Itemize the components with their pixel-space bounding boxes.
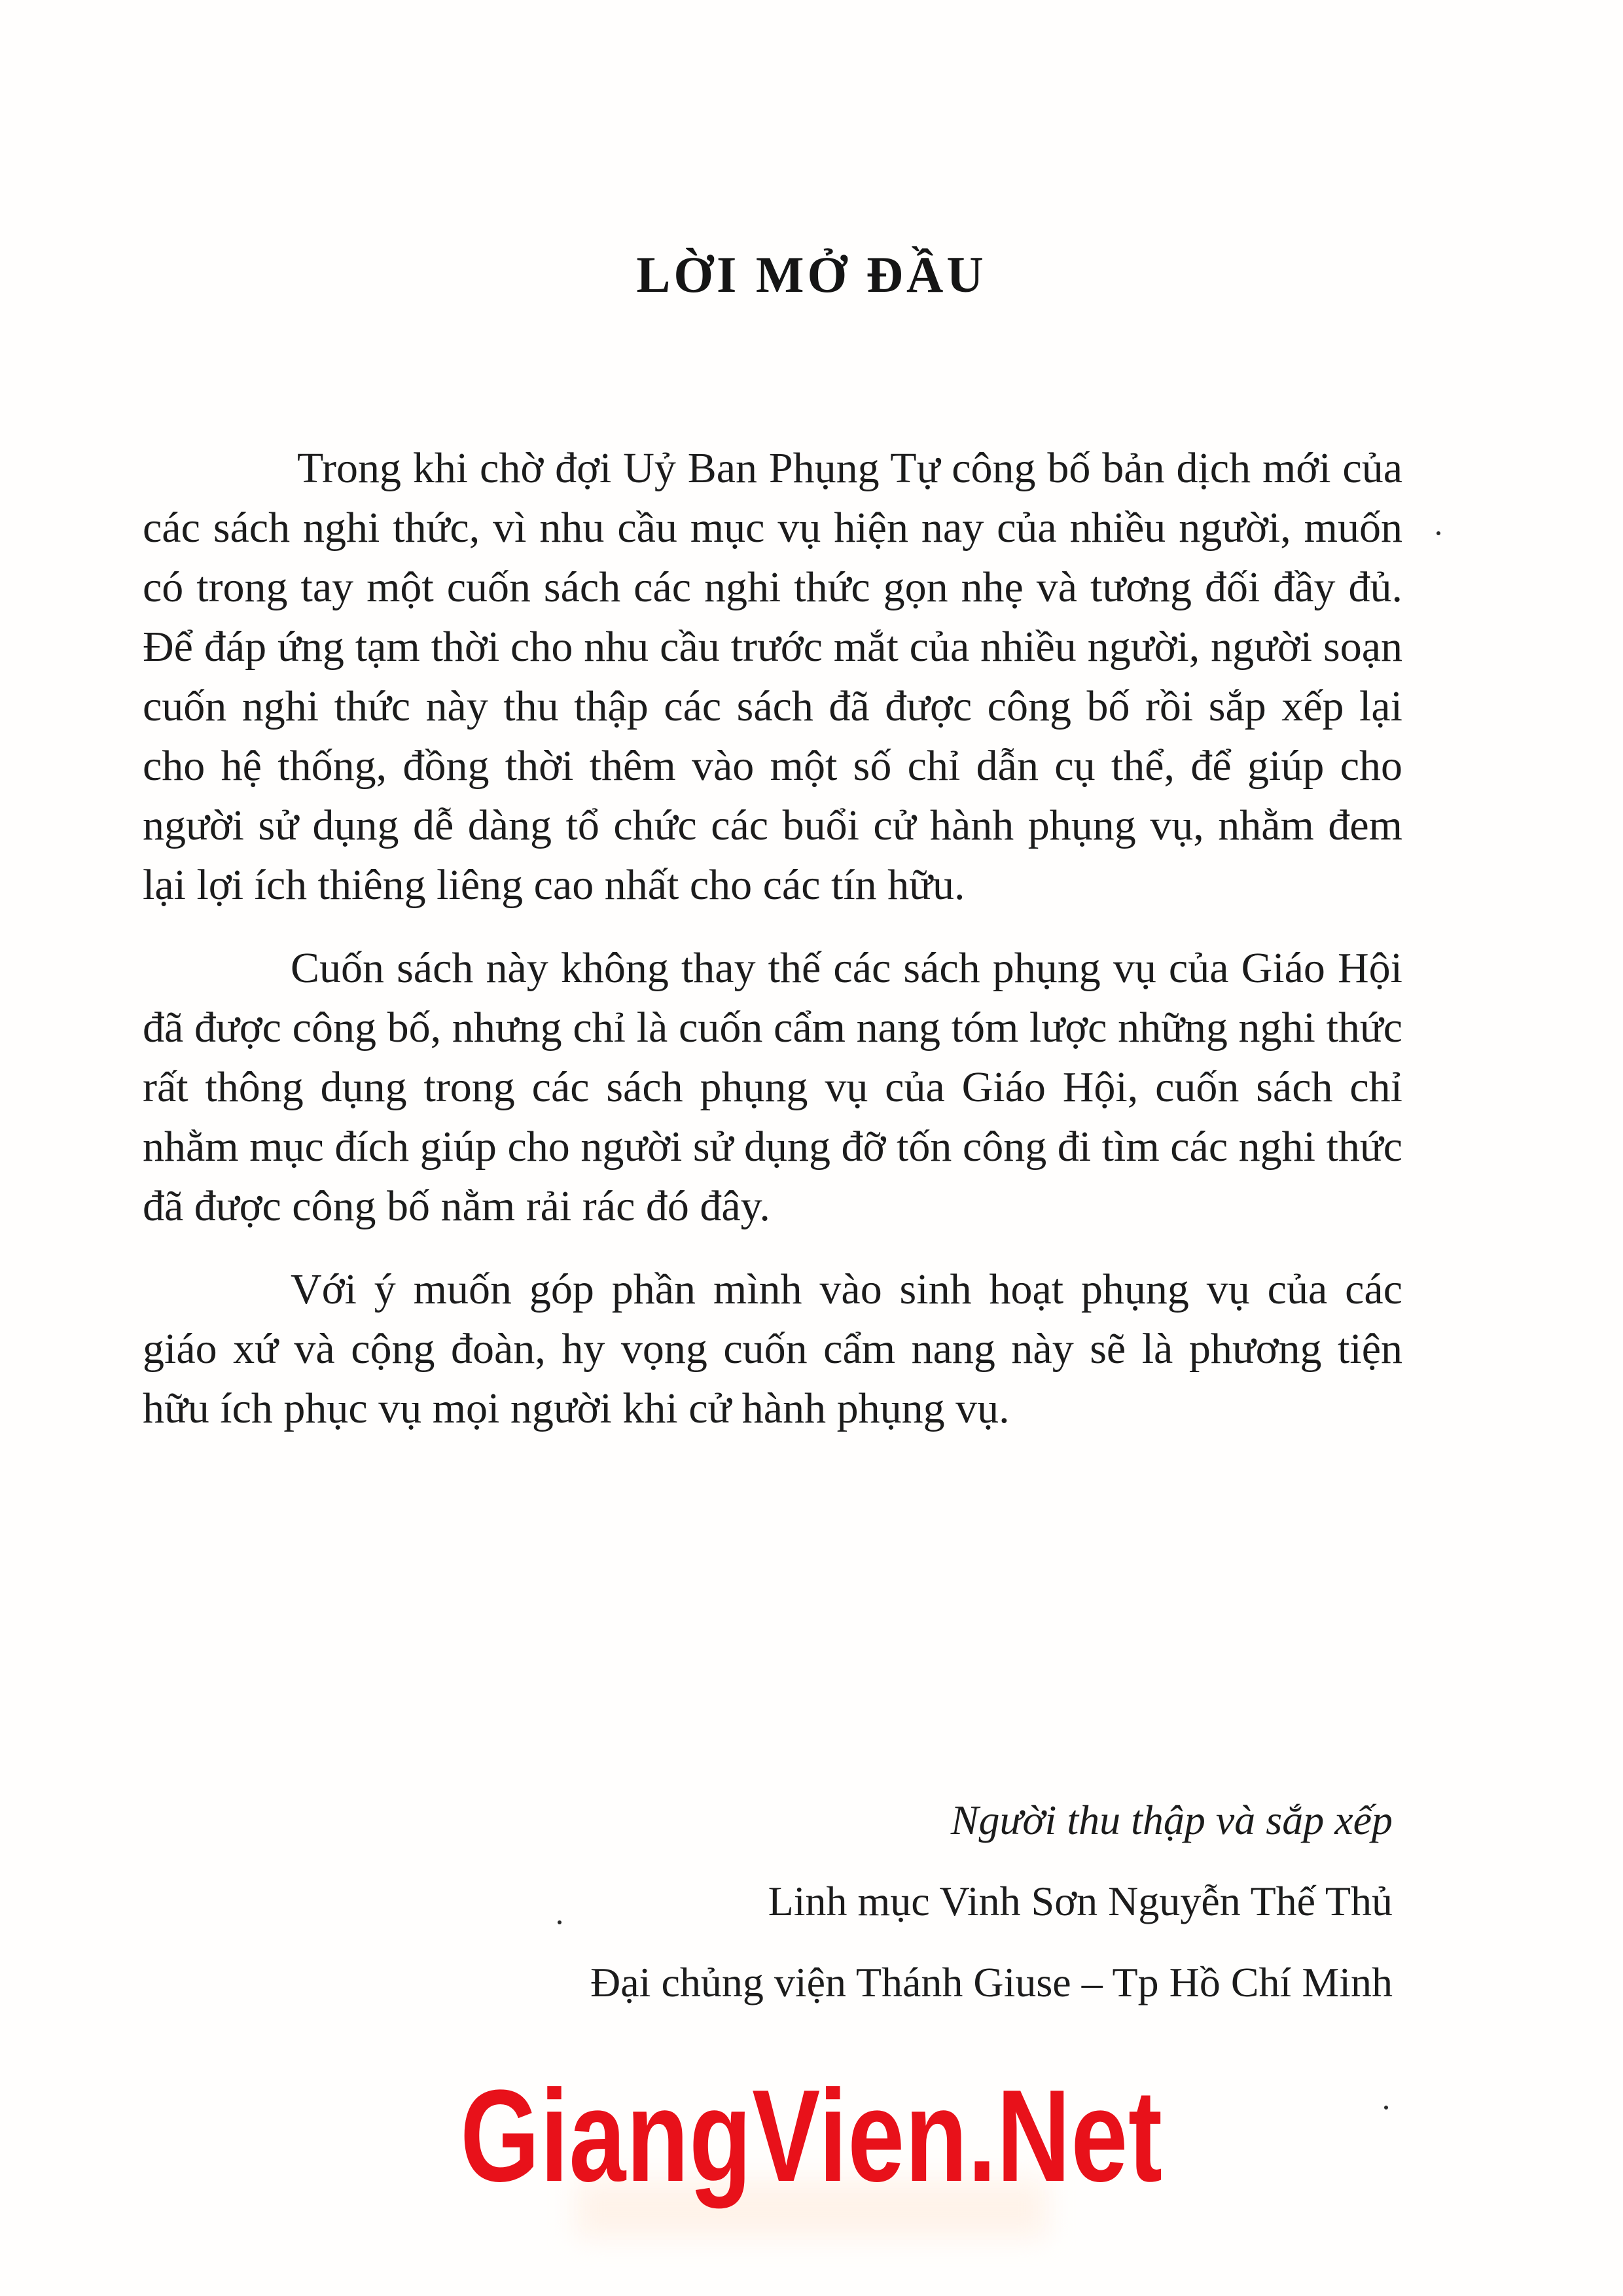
- signature-block: [280, 1780, 1393, 2023]
- paragraph-1: Trong khi chờ đợi Uỷ Ban Phụng Tự công bố bản dịch mới của các sách nghi thức, vì nhu cầu mục vụ hiện nay của nhiều người, muốn có trong tay một cuốn sách các nghi thức gọn nhẹ và tương đối đầy đủ. Để đáp ứng tạm thời cho nhu cầu trước mắt của nhiều người, người soạn cuốn nghi thức này thu thập các sách đã được công bố rồi sắp xếp lại cho hệ thống, đồng thời thêm vào một số chỉ dẫn cụ thể, để giúp cho người sử dụng dễ dàng tổ chức các buổi cử hành phụng vụ, nhằm đem lại lợi ích thiêng liêng cao nhất cho các tín hữu.: [143, 444, 1402, 909]
- body-text: [143, 438, 1402, 1462]
- dust-speck: [558, 1920, 562, 1924]
- signature-affiliation: Đại chủng viện Thánh Giuse – Tp Hồ Chí Minh: [590, 1959, 1393, 2005]
- paragraph-2: Cuốn sách này không thay thế các sách phụng vụ của Giáo Hội đã được công bố, nhưng chỉ là cuốn cẩm nang tóm lược những nghi thức rất thông dụng trong các sách phụng vụ của Giáo Hội, cuốn sách chỉ nhằm mục đích giúp cho người sử dụng đỡ tốn công đi tìm các nghi thức đã được công bố nằm rải rác đó đây.: [143, 944, 1402, 1230]
- signature-role: Người thu thập và sắp xếp: [950, 1797, 1393, 1843]
- page-title: LỜI MỞ ĐẦU: [636, 246, 987, 303]
- watermark-logo: GiangVien.Net: [460, 2063, 1163, 2209]
- dust-speck: [1436, 531, 1440, 535]
- paragraph-3: Với ý muốn góp phần mình vào sinh hoạt phụng vụ của các giáo xứ và cộng đoàn, hy vọng cuốn cẩm nang này sẽ là phương tiện hữu ích phục vụ mọi người khi cử hành phụng vụ.: [143, 1265, 1402, 1432]
- signature-name: Linh mục Vinh Sơn Nguyễn Thế Thủ: [768, 1878, 1393, 1924]
- dust-speck: [1384, 2106, 1388, 2110]
